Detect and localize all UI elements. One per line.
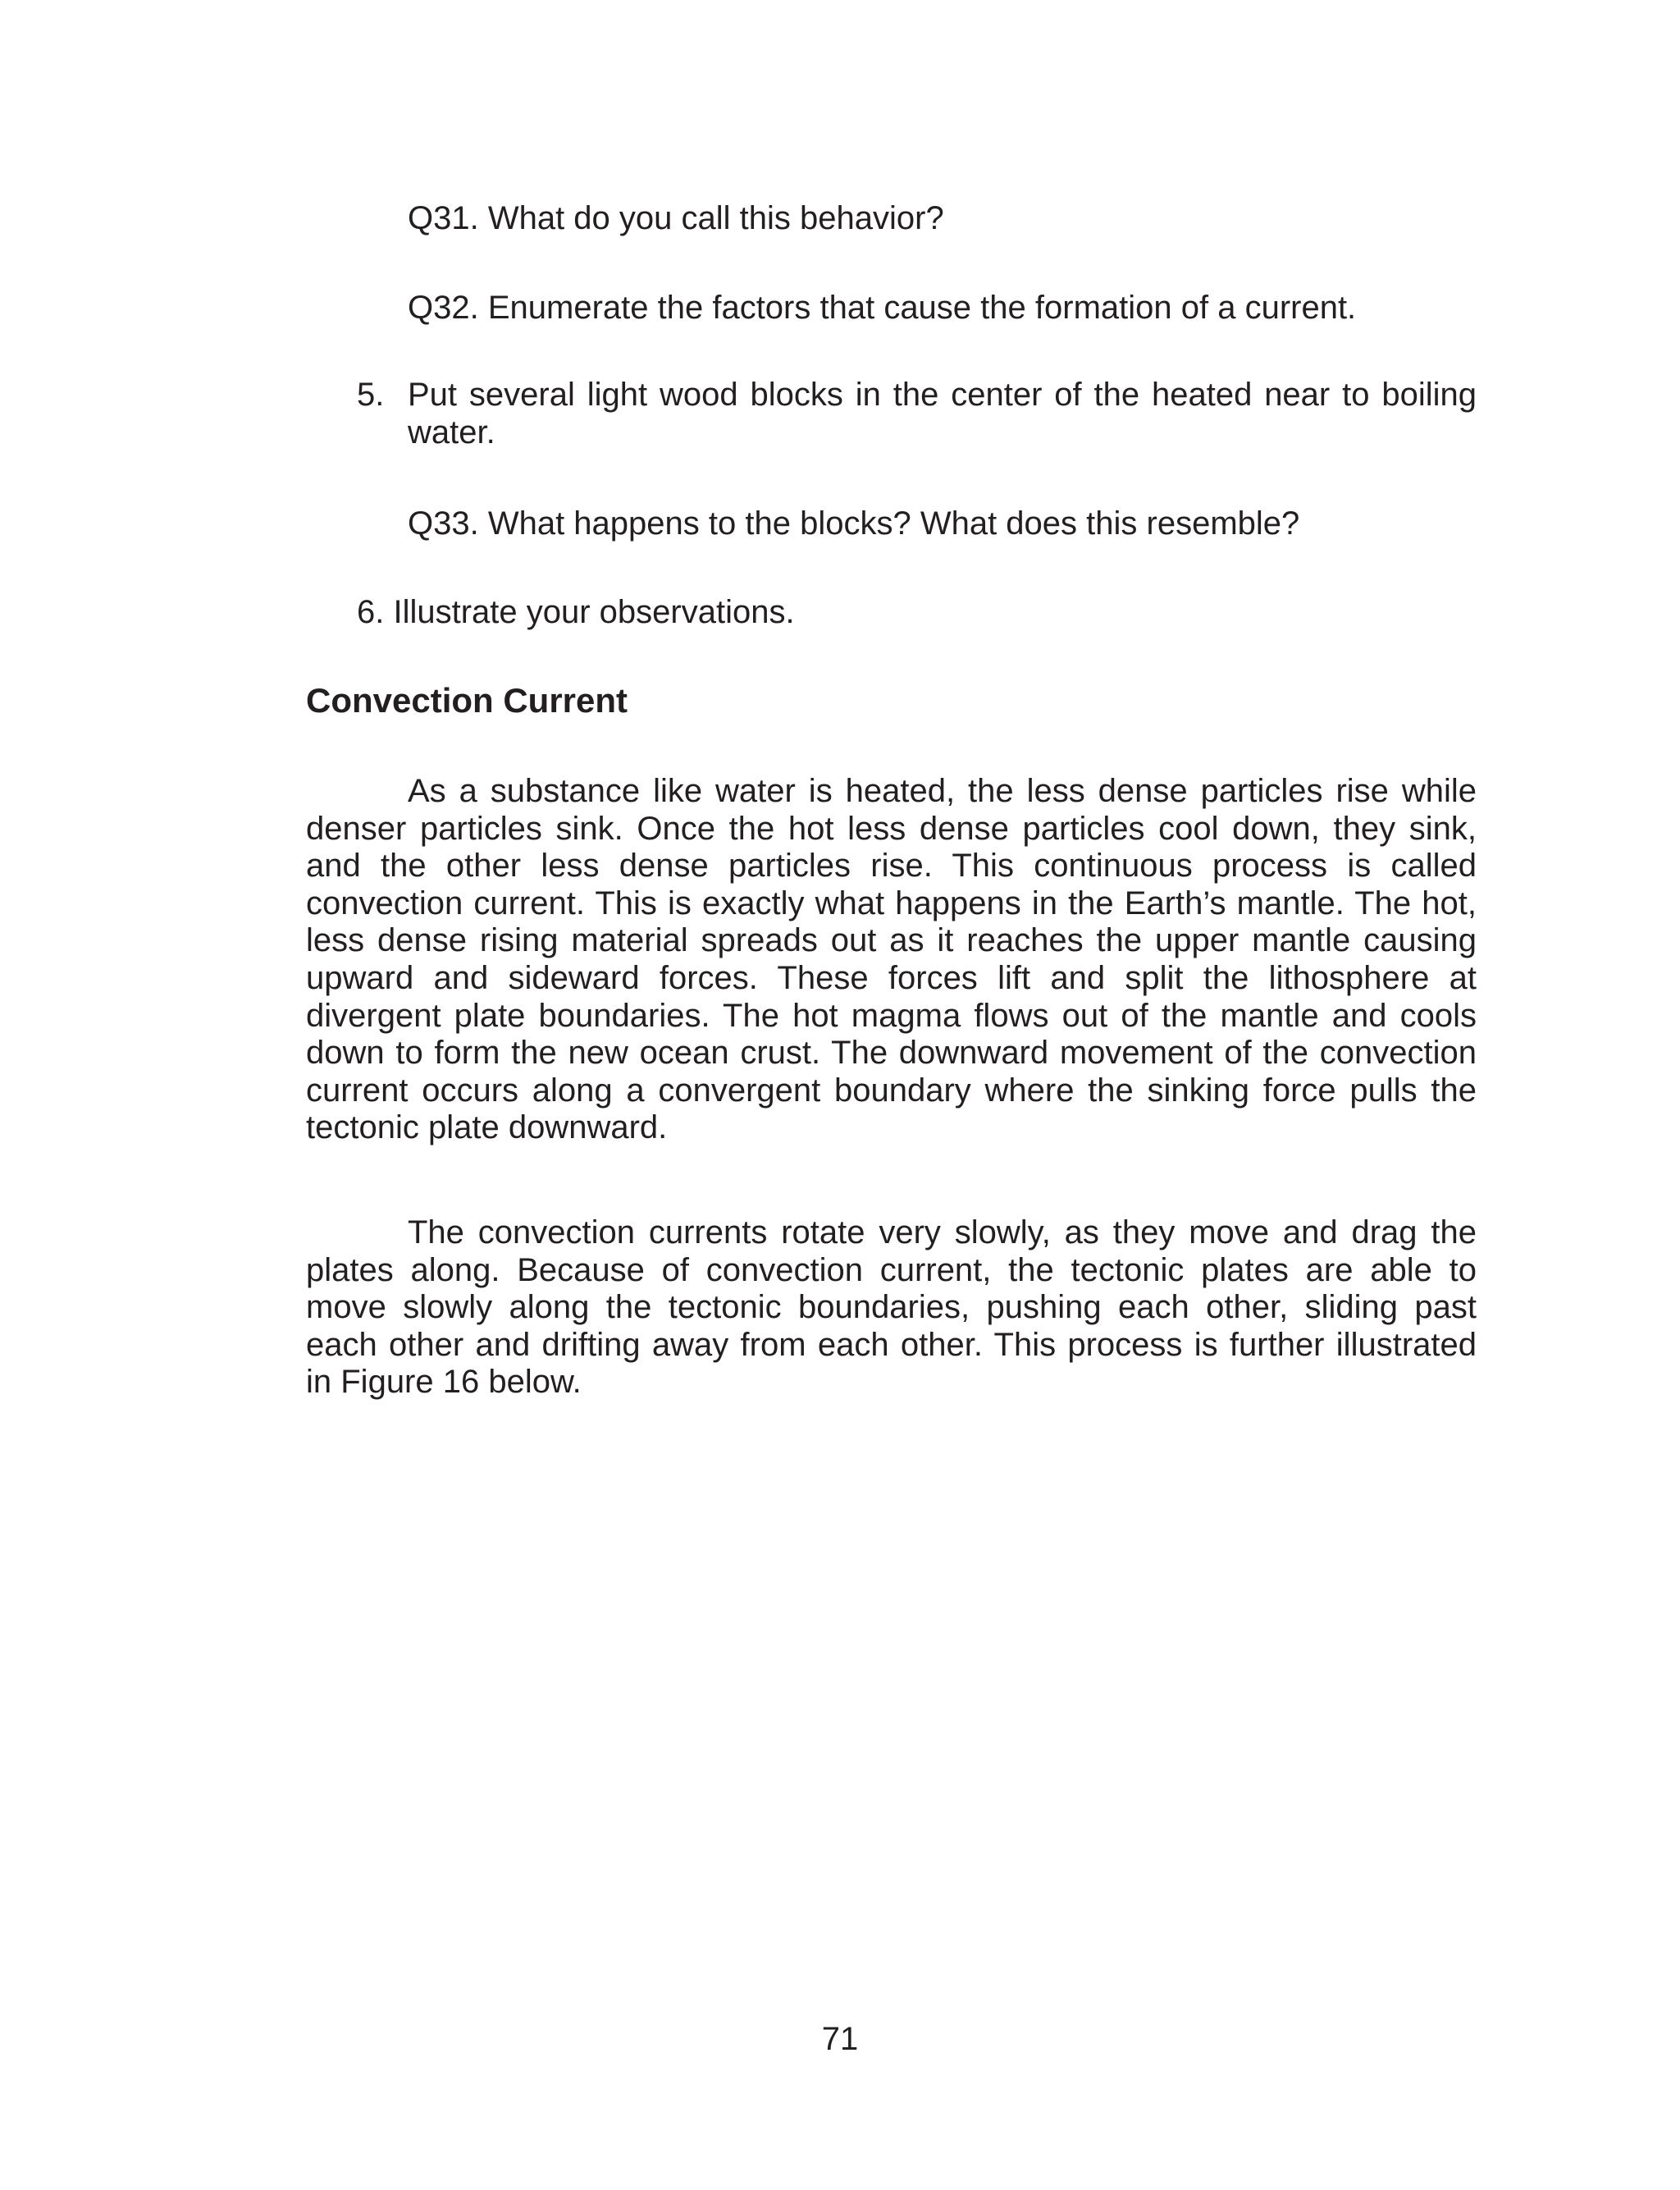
paragraph-2: The convection currents rotate very slowly, as they move and drag the plates along. Because of convection current, the tectonic plates are able to move slowly along the tectonic boundaries, pushing each other, sliding past each other and drifting away from each other. This process is further illustrated in Figure 16 below. (306, 1214, 1477, 1401)
step-5 (357, 376, 1477, 451)
step-6: 6. Illustrate your observations. (357, 594, 795, 630)
page-number: 71 (821, 2021, 859, 2057)
step-5-line-1: Put several light wood blocks in the center of the heated near to boiling (408, 377, 1477, 413)
step-5-number: 5. (357, 377, 385, 413)
step-5-line-2: water. (408, 414, 495, 450)
question-q32: Q32. Enumerate the factors that cause the formation of a current. (408, 290, 1357, 326)
paragraph-1: As a substance like water is heated, the less dense particles rise while denser particles sink. Once the hot less dense particles cool down, they sink, and the other less dense particles rise. This continuous process is called convection current. This is exactly what happens in the Earth’s mantle. The hot, less dense rising material spreads out as it reaches the upper mantle causing upward and sideward forces. These forces lift and split the lithosphere at divergent plate boundaries. The hot magma flows out of the mantle and cools down to form the new ocean crust. The downward movement of the convection current occurs along a convergent boundary where the sinking force pulls the tectonic plate downward. (306, 773, 1477, 1146)
question-q31: Q31. What do you call this behavior? (408, 200, 944, 236)
section-heading: Convection Current (306, 681, 628, 720)
question-q33: Q33. What happens to the blocks? What does this resemble? (408, 505, 1300, 542)
step-5-text (357, 376, 1477, 451)
